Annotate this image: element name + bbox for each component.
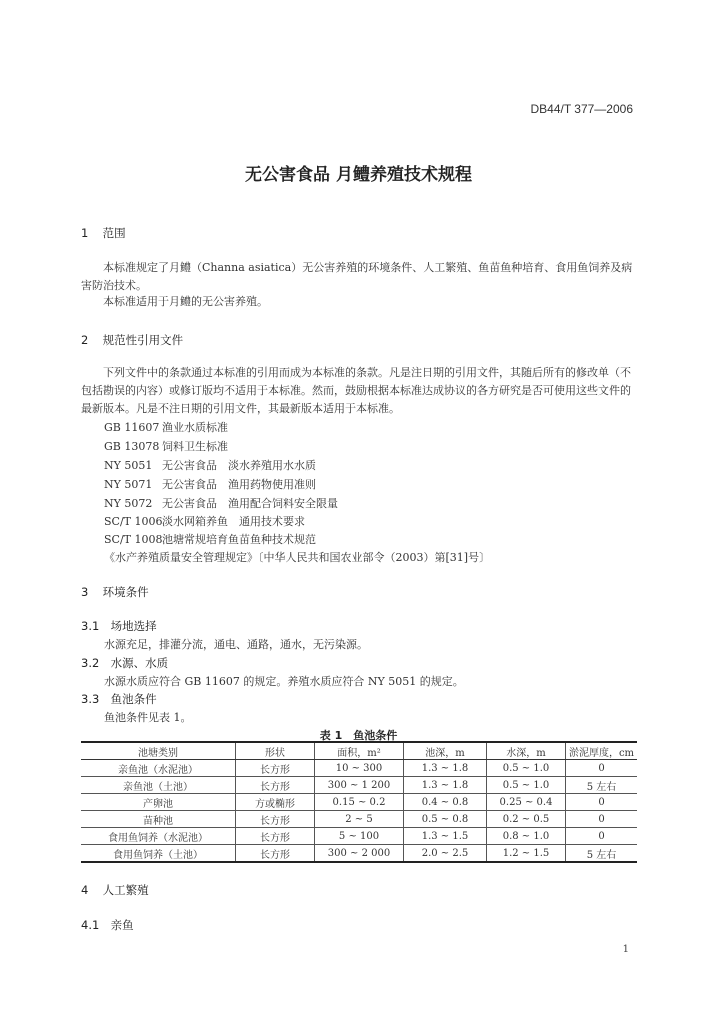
table-cell: 方或椭形 [236, 794, 315, 811]
subsection-number: 4.1 [81, 918, 100, 932]
table-cell: 长方形 [236, 811, 315, 828]
reference-item [104, 495, 338, 511]
reference-name: 无公害食品 渔用药物使用准则 [162, 478, 316, 491]
column-header: 池塘类别 [81, 742, 236, 760]
subsection-title: 亲鱼 [110, 918, 134, 932]
reference-code: NY 5051 [104, 459, 153, 472]
table-cell: 亲鱼池（土池） [81, 777, 236, 794]
table-cell: 300 ~ 1 200 [315, 777, 404, 794]
reference-name: 渔业水质标准 [162, 421, 228, 434]
section-2-heading [81, 332, 183, 348]
subsection-number: 3.3 [81, 692, 100, 706]
section-title: 环境条件 [102, 585, 149, 599]
column-header: 面积，m² [315, 742, 404, 760]
table-cell: 0.25 ~ 0.4 [487, 794, 566, 811]
column-header: 池深，m [404, 742, 487, 760]
reference-item [104, 476, 316, 492]
table-cell: 1.2 ~ 1.5 [487, 845, 566, 863]
table-cell: 苗种池 [81, 811, 236, 828]
table-cell: 5 ~ 100 [315, 828, 404, 845]
subsection-number: 3.1 [81, 619, 100, 633]
table-row [81, 760, 637, 777]
section-title: 范围 [102, 226, 126, 240]
table-header-row [81, 742, 637, 760]
table-row [81, 845, 637, 863]
reference-code: SC/T 1006 [104, 515, 163, 528]
section-3-heading [81, 584, 149, 600]
reference-item [104, 419, 228, 435]
column-header: 水深，m [487, 742, 566, 760]
table-row [81, 811, 637, 828]
table-row [81, 794, 637, 811]
table-cell: 产卵池 [81, 794, 236, 811]
table-cell: 0 [566, 760, 638, 777]
reference-item [104, 457, 316, 473]
reference-code: GB 13078 [104, 440, 160, 453]
section-2-paragraph: 下列文件中的条款通过本标准的引用而成为本标准的条款。凡是注日期的引用文件，其随后所有的修改单（不包括勘误的内容）或修订版均不适用于本标准。然而，鼓励根据本标准达成协议的各方研究是否可使用这些文件的最新版本。凡是不注日期的引用文件，其最新版本适用于本标准。 [81, 366, 631, 415]
table-cell: 1.3 ~ 1.8 [404, 760, 487, 777]
regulation-reference: 《水产养殖质量安全管理规定》〔中华人民共和国农业部令（2003）第[31]号〕 [104, 551, 491, 564]
table-cell: 5 左右 [566, 845, 638, 863]
reference-code: GB 11607 [104, 421, 160, 434]
table-cell: 长方形 [236, 760, 315, 777]
reference-name: 池塘常规培育鱼苗鱼种技术规范 [162, 533, 316, 546]
table-cell: 0.15 ~ 0.2 [315, 794, 404, 811]
table-row [81, 777, 637, 794]
section-number: 3 [81, 585, 89, 599]
table-cell: 2.0 ~ 2.5 [404, 845, 487, 863]
subsection-title: 鱼池条件 [110, 692, 157, 706]
subsection-title: 水源、水质 [110, 656, 169, 670]
table-cell: 0.5 ~ 1.0 [487, 760, 566, 777]
section-title: 规范性引用文件 [102, 333, 184, 347]
subsection-number: 3.2 [81, 656, 100, 670]
section-1-paragraph-1: 本标准规定了月鳢（Channa asiatica）无公害养殖的环境条件、人工繁殖、鱼苗鱼种培育、食用鱼饲养及病害防治技术。 [81, 261, 633, 292]
table-caption: 表 1 鱼池条件 [319, 729, 398, 742]
subsection-title: 场地选择 [110, 619, 157, 633]
table-cell: 10 ~ 300 [315, 760, 404, 777]
table-cell: 食用鱼饲养（水泥池） [81, 828, 236, 845]
table-cell: 长方形 [236, 777, 315, 794]
section-4-heading [81, 882, 149, 898]
subsection-3-1-text: 水源充足，排灌分流，通电、通路，通水，无污染源。 [104, 638, 368, 651]
subsection-3-3-heading [81, 691, 157, 707]
table-cell: 0 [566, 794, 638, 811]
table-cell: 2 ~ 5 [315, 811, 404, 828]
table-cell: 0 [566, 828, 638, 845]
section-number: 2 [81, 333, 89, 347]
section-1-paragraph-2: 本标准适用于月鳢的无公害养殖。 [103, 295, 268, 308]
table-cell: 0.8 ~ 1.0 [487, 828, 566, 845]
reference-code: NY 5071 [104, 478, 153, 491]
section-number: 1 [81, 226, 89, 240]
subsection-4-1-heading [81, 917, 134, 933]
table-cell: 0.2 ~ 0.5 [487, 811, 566, 828]
reference-name: 饲料卫生标准 [162, 440, 228, 453]
column-header: 形状 [236, 742, 315, 760]
reference-name: 无公害食品 渔用配合饲料安全限量 [162, 497, 338, 510]
subsection-3-3-text: 鱼池条件见表 1。 [104, 711, 192, 724]
table-cell: 长方形 [236, 828, 315, 845]
reference-code: NY 5072 [104, 497, 153, 510]
subsection-3-2-text: 水源水质应符合 GB 11607 的规定。养殖水质应符合 NY 5051 的规定。 [104, 675, 464, 688]
column-header: 淤泥厚度，cm [566, 742, 638, 760]
table-row [81, 828, 637, 845]
table-cell: 300 ~ 2 000 [315, 845, 404, 863]
reference-code: SC/T 1008 [104, 533, 163, 546]
reference-item [104, 513, 305, 529]
table-cell: 5 左右 [566, 777, 638, 794]
table-cell: 亲鱼池（水泥池） [81, 760, 236, 777]
standard-code: DB44/T 377—2006 [530, 102, 633, 116]
reference-item [104, 438, 228, 454]
section-title: 人工繁殖 [102, 883, 149, 897]
table-cell: 1.3 ~ 1.8 [404, 777, 487, 794]
table-cell: 食用鱼饲养（土池） [81, 845, 236, 863]
section-number: 4 [81, 883, 89, 897]
subsection-3-1-heading [81, 618, 157, 634]
document-title: 无公害食品 月鳢养殖技术规程 [245, 165, 472, 185]
subsection-3-2-heading [81, 655, 168, 671]
table-cell: 长方形 [236, 845, 315, 863]
pond-conditions-table [81, 741, 637, 863]
table-cell: 0.4 ~ 0.8 [404, 794, 487, 811]
table-cell: 1.3 ~ 1.5 [404, 828, 487, 845]
section-1-heading [81, 225, 126, 241]
reference-name: 淡水网箱养鱼 通用技术要求 [162, 515, 305, 528]
reference-item [104, 531, 316, 547]
table-cell: 0 [566, 811, 638, 828]
page-number: 1 [622, 944, 629, 955]
reference-name: 无公害食品 淡水养殖用水水质 [162, 459, 316, 472]
table-cell: 0.5 ~ 0.8 [404, 811, 487, 828]
table-cell: 0.5 ~ 1.0 [487, 777, 566, 794]
